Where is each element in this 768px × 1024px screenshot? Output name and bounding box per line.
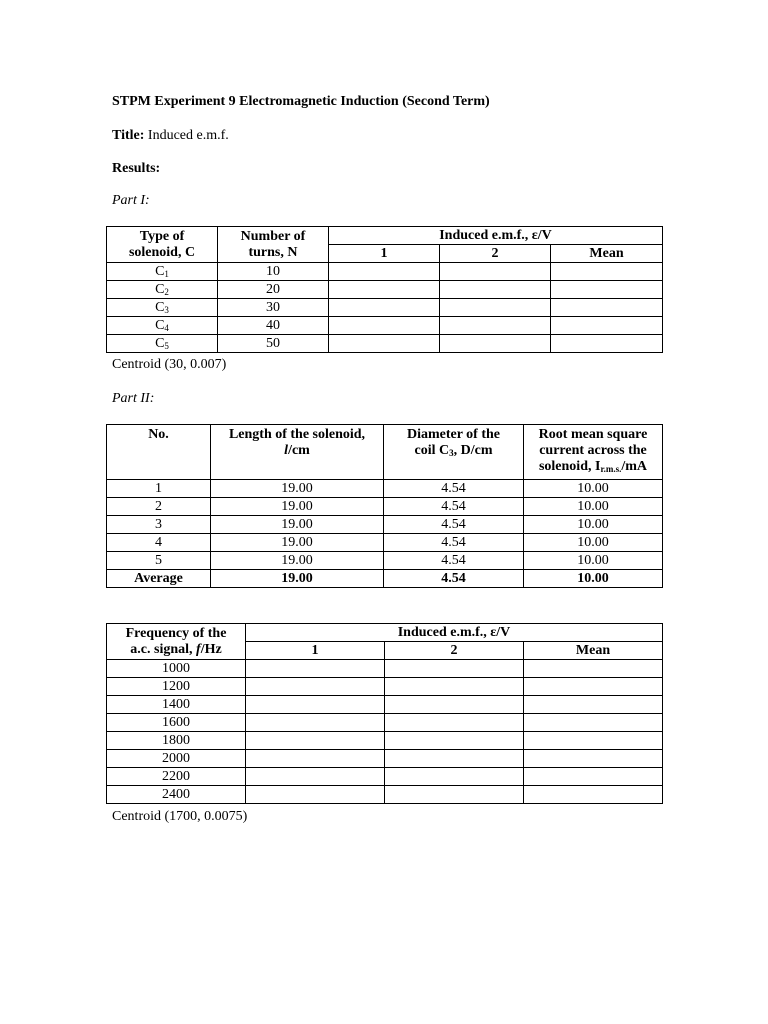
part1-table [106, 226, 663, 353]
page-heading: STPM Experiment 9 Electromagnetic Induction (Second Term) [112, 94, 490, 109]
emf-2-cell [385, 732, 524, 750]
emf-mean-cell [524, 678, 663, 696]
table-row [107, 714, 663, 732]
part1-label: Part I: [112, 193, 150, 208]
emf-1-cell [329, 263, 440, 281]
emf-mean-cell [551, 317, 663, 335]
length-cell: 19.00 [211, 552, 384, 570]
average-current: 10.00 [524, 570, 663, 588]
table-row [107, 263, 663, 281]
emf-mean-cell [551, 335, 663, 353]
solenoid-type-cell: $C_2$ [107, 281, 218, 299]
no-cell: 3 [107, 516, 211, 534]
current-cell: 10.00 [524, 534, 663, 552]
current-cell: 10.00 [524, 480, 663, 498]
current-cell: 10.00 [524, 498, 663, 516]
emf-2-cell [385, 768, 524, 786]
part1-header-turns: Number of turns, N [218, 227, 329, 263]
average-label: Average [107, 570, 211, 588]
emf-mean-cell [524, 786, 663, 804]
turns-cell: 20 [218, 281, 329, 299]
emf-1-cell [246, 732, 385, 750]
length-cell: 19.00 [211, 498, 384, 516]
emf-1-cell [329, 281, 440, 299]
table-row [107, 732, 663, 750]
diameter-cell: 4.54 [384, 516, 524, 534]
table-row [107, 660, 663, 678]
table-row [107, 498, 663, 516]
frequency-header-freq: Frequency of the a.c. signal, f/Hz [107, 624, 246, 660]
emf-mean-cell [524, 732, 663, 750]
frequency-header-mean: Mean [524, 642, 663, 660]
solenoid-type-cell: $C_5$ [107, 335, 218, 353]
current-cell: 10.00 [524, 516, 663, 534]
diameter-cell: 4.54 [384, 552, 524, 570]
part3-centroid: Centroid (1700, 0.0075) [112, 809, 248, 824]
part2-header-no: No. [107, 425, 211, 480]
length-cell: 19.00 [211, 480, 384, 498]
emf-mean-cell [524, 660, 663, 678]
frequency-cell: 2400 [107, 786, 246, 804]
title-value: Induced e.m.f. [147, 128, 229, 143]
frequency-cell: 1200 [107, 678, 246, 696]
emf-1-cell [246, 660, 385, 678]
emf-2-cell [440, 299, 551, 317]
part2-header-diameter: Diameter of the coil $C_3$, D/cm [384, 425, 524, 480]
emf-2-cell [385, 786, 524, 804]
solenoid-type-cell: $C_1$ [107, 263, 218, 281]
emf-1-cell [329, 317, 440, 335]
emf-2-cell [385, 714, 524, 732]
frequency-cell: 2000 [107, 750, 246, 768]
table-row [107, 678, 663, 696]
part2-table [106, 424, 663, 588]
diameter-cell: 4.54 [384, 534, 524, 552]
no-cell: 4 [107, 534, 211, 552]
average-length: 19.00 [211, 570, 384, 588]
part2-header-current: Root mean square current across the solenoid, $I_{r.m.s.}/mA$ [524, 425, 663, 480]
frequency-cell: 1000 [107, 660, 246, 678]
table-row [107, 696, 663, 714]
table-row [107, 750, 663, 768]
no-cell: 5 [107, 552, 211, 570]
emf-2-cell [440, 281, 551, 299]
table-row [107, 299, 663, 317]
table-row [107, 534, 663, 552]
table-row [107, 480, 663, 498]
frequency-header-emf: Induced e.m.f., ε/V [246, 624, 663, 642]
emf-1-cell [329, 335, 440, 353]
title-label: Title: [112, 128, 145, 143]
diameter-cell: 4.54 [384, 480, 524, 498]
table-row [107, 552, 663, 570]
average-row [107, 570, 663, 588]
part2-label: Part II: [112, 391, 155, 406]
emf-1-cell [246, 678, 385, 696]
length-cell: 19.00 [211, 534, 384, 552]
part2-header-length: Length of the solenoid, l/cm [211, 425, 384, 480]
turns-cell: 10 [218, 263, 329, 281]
table-row [107, 335, 663, 353]
emf-2-cell [385, 678, 524, 696]
emf-1-cell [246, 696, 385, 714]
emf-2-cell [385, 750, 524, 768]
emf-mean-cell [524, 696, 663, 714]
part1-header-type: Type of solenoid, C [107, 227, 218, 263]
emf-mean-cell [524, 750, 663, 768]
no-cell: 1 [107, 480, 211, 498]
table-row [107, 317, 663, 335]
part1-header-col1: 1 [329, 245, 440, 263]
part1-header-col2: 2 [440, 245, 551, 263]
table-row [107, 516, 663, 534]
emf-mean-cell [551, 281, 663, 299]
diameter-cell: 4.54 [384, 498, 524, 516]
frequency-cell: 1600 [107, 714, 246, 732]
part1-centroid: Centroid (30, 0.007) [112, 357, 227, 372]
emf-2-cell [385, 696, 524, 714]
emf-1-cell [246, 714, 385, 732]
frequency-header-row1 [107, 624, 663, 642]
table-row [107, 768, 663, 786]
turns-cell: 40 [218, 317, 329, 335]
frequency-cell: 1400 [107, 696, 246, 714]
part1-header-emf: Induced e.m.f., ε/V [329, 227, 663, 245]
title-line [112, 128, 229, 144]
table-row [107, 281, 663, 299]
part1-header-row1 [107, 227, 663, 245]
emf-1-cell [329, 299, 440, 317]
part2-header-row [107, 425, 663, 480]
emf-2-cell [440, 335, 551, 353]
emf-1-cell [246, 768, 385, 786]
emf-mean-cell [551, 299, 663, 317]
emf-2-cell [440, 263, 551, 281]
emf-1-cell [246, 786, 385, 804]
part1-header-mean: Mean [551, 245, 663, 263]
turns-cell: 30 [218, 299, 329, 317]
frequency-header-col1: 1 [246, 642, 385, 660]
frequency-table [106, 623, 663, 804]
frequency-header-col2: 2 [385, 642, 524, 660]
emf-mean-cell [524, 768, 663, 786]
current-cell: 10.00 [524, 552, 663, 570]
emf-mean-cell [524, 714, 663, 732]
average-diameter: 4.54 [384, 570, 524, 588]
emf-mean-cell [551, 263, 663, 281]
frequency-cell: 1800 [107, 732, 246, 750]
emf-1-cell [246, 750, 385, 768]
length-cell: 19.00 [211, 516, 384, 534]
turns-cell: 50 [218, 335, 329, 353]
solenoid-type-cell: $C_4$ [107, 317, 218, 335]
no-cell: 2 [107, 498, 211, 516]
frequency-cell: 2200 [107, 768, 246, 786]
emf-2-cell [385, 660, 524, 678]
solenoid-type-cell: $C_3$ [107, 299, 218, 317]
table-row [107, 786, 663, 804]
emf-2-cell [440, 317, 551, 335]
results-label: Results: [112, 161, 161, 176]
